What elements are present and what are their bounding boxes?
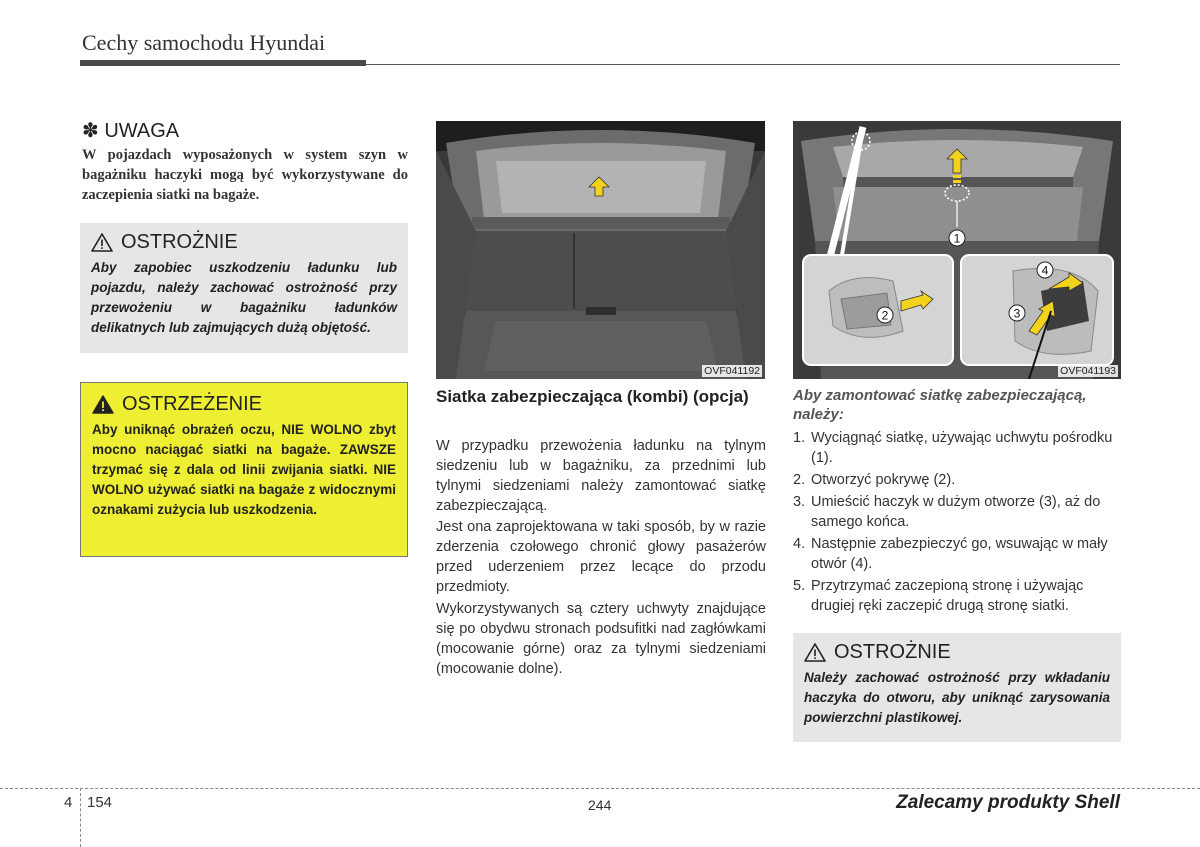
caution-title: OSTROŻNIE (121, 231, 238, 253)
warning-header (92, 393, 396, 416)
caution-box-2 (793, 633, 1121, 742)
page-header-title: Cechy samochodu Hyundai (82, 30, 326, 55)
list-item: 3. Umieścić haczyk w dużym otworze (3), aż do samego końca. (793, 494, 1101, 530)
callout-4: 4 (1041, 263, 1049, 278)
note-title: ✽ UWAGA (82, 120, 180, 142)
section-title: Siatka zabezpieczająca (kombi) (opcja) (436, 387, 749, 406)
caution-body: Należy zachować ostrożność przy wkładaniu haczyka do otworu, aby uniknąć zarysowania powierzchni plastikowej. (804, 670, 1110, 725)
net-hook-illustration (793, 121, 1121, 379)
install-instructions-title: Aby zamontować siatkę zabezpieczającą, należy: (793, 387, 1087, 423)
section-paragraph-3: Wykorzystywanych są cztery uchwyty znajdujące się po obydwu stronach podsufitki nad zagłówkami (mocowanie górne) oraz za tylnymi siedzeniami (mocowanie dolne). (436, 601, 766, 677)
net-installation-photo (793, 121, 1121, 379)
header-rule (366, 64, 1120, 65)
cargo-area-illustration (436, 121, 765, 379)
warning-body: Aby uniknąć obrażeń oczu, NIE WOLNO zbyt mocno naciągać siatki na bagaże. ZAWSZE trzymać się z dala od linii zwijania siatki. NIE WOLNO używać siatki na bagaże z widocznymi oznakami zużycia lub uszkodzenia. (92, 422, 396, 517)
list-item: 5. Przytrzymać zaczepioną stronę i używając drugiej ręki zaczepić drugą stronę siatki. (793, 578, 1084, 614)
caution-box-1 (80, 223, 408, 353)
footer-divider (80, 788, 81, 847)
install-steps-list (793, 428, 1123, 618)
callout-1: 1 (953, 231, 961, 246)
caution-title: OSTROŻNIE (834, 641, 951, 663)
warning-triangle-filled-icon (92, 395, 114, 414)
callout-3: 3 (1013, 306, 1021, 321)
warning-title: OSTRZEŻENIE (122, 393, 263, 415)
callout-2: 2 (881, 308, 889, 323)
photo-caption-left: OVF041192 (704, 365, 760, 377)
warning-triangle-icon (91, 233, 113, 252)
cargo-cover-photo (436, 121, 765, 379)
document-page-number: 244 (588, 797, 612, 813)
note-body: W pojazdach wyposażonych w system szyn w bagażniku haczyki mogą być wykorzystywane do zaczepienia siatki na bagaże. (82, 147, 408, 203)
warning-box (80, 382, 408, 557)
warning-triangle-icon (804, 643, 826, 662)
caution-body: Aby zapobiec uszkodzeniu ładunku lub pojazdu, należy zachować ostrożność przy przewożeniu w bagażniku ładunków delikatnych lub zajmujących dużą objętość. (91, 260, 397, 335)
section-paragraph-1: W przypadku przewożenia ładunku na tylnym siedzeniu lub w bagażniku, za przednimi lub tylnymi siedzeniami należy zamontować siatkę zabezpieczającą. (436, 438, 766, 514)
footer-slogan: Zalecamy produkty Shell (896, 792, 1120, 813)
chapter-number: 4 (64, 794, 73, 811)
caution-header (804, 641, 1110, 664)
page-number: 154 (87, 794, 113, 811)
footer-rule (0, 788, 1200, 789)
list-item: 2. Otworzyć pokrywę (2). (793, 472, 956, 488)
section-paragraph-2: Jest ona zaprojektowana w taki sposób, by w razie zderzenia czołowego chronić głowy pasażerów przed uderzeniem przez lecące do przodu przedmioty. (436, 519, 766, 595)
caution-header (91, 231, 397, 254)
header-bar (80, 60, 366, 66)
list-item: 4. Następnie zabezpieczyć go, wsuwając w mały otwór (4). (793, 536, 1108, 572)
list-item: 1. Wyciągnąć siatkę, używając uchwytu pośrodku (1). (793, 430, 1113, 466)
photo-caption-right: OVF041193 (1060, 365, 1116, 377)
